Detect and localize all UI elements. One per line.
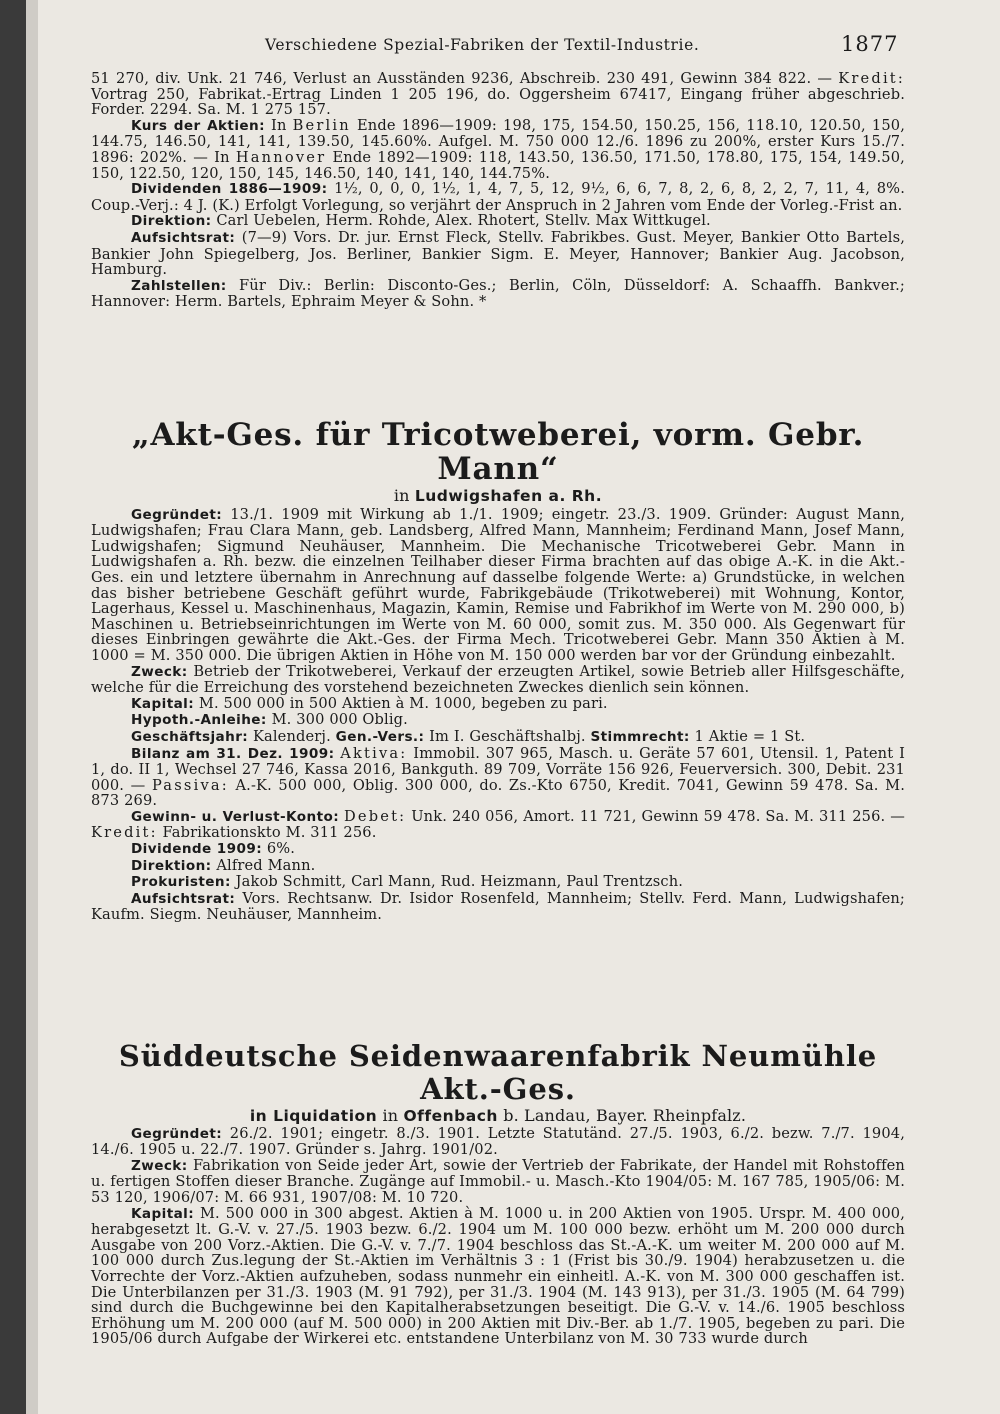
aufsichtsrat-section: Aufsichtsrat: Vors. Rechtsanw. Dr. Isidor Rosenfeld, Mannheim; Stellv. Ferd. Mann, Ludwigshafen; Kaufm. Siegm. Neuhäuser, Mannheim. xyxy=(91,889,905,924)
zweck-section: Zweck: Fabrikation von Seide jeder Art, sowie der Vertrieb der Fabrikate, der Handel mit Rohstoffen u. fertigen Stoffen dieser Branche. Zugänge auf Immobil.- u. Masch.-Kto 1904/05: M. 167 785, 1905/06: M. 53 120, 1906/07: M. 66 931, 1907/08: M. 10 720. xyxy=(91,1156,905,1206)
company-location: in Ludwigshafen a. Rh. xyxy=(393,486,603,505)
aufsichtsrat-section: Aufsichtsrat: (7—9) Vors. Dr. jur. Ernst Fleck, Stellv. Fabrikbes. Gust. Meyer, Bankier Otto Bartels, Bankier John Spiegelberg, Jos. Berliner, Bankier Sigm. E. Meyer, Hannover; Bankier Aug. Jacobson, Hamburg. xyxy=(91,228,906,279)
zweck-section: Zweck: Betrieb der Trikotweberei, Verkauf der erzeugten Artikel, sowie Betrieb aller Hilfsgeschäfte, welche für die Erreichung des vorstehend bezeichneten Zweckes dienlich sein können. xyxy=(91,662,905,697)
company-neumuehle xyxy=(91,1040,905,1347)
continuation-block xyxy=(91,71,905,310)
company-title: „Akt-Ges. für Tricotweberei, vorm. Gebr. Mann“ xyxy=(131,417,865,487)
dividende-section: Dividende 1909: 6%. xyxy=(131,840,296,858)
page-number: 1877 xyxy=(841,32,899,56)
geschaeftsjahr-section: Geschäftsjahr: Kalenderj. Gen.-Vers.: Im I. Geschäftshalbj. Stimmrecht: 1 Aktie = 1 St. xyxy=(131,727,806,745)
gegruendet-section: Gegründet: 26./2. 1901; eingetr. 8./3. 1901. Letzte Statutänd. 27./5. 1903, 6./2. bezw. 7./7. 1904, 14./6. 1905 u. 22./7. 1907. Gründer s. Jahrg. 1901/02. xyxy=(91,1124,905,1159)
kapital-section: Kapital: M. 500 000 in 500 Aktien à M. 1000, begeben zu pari. xyxy=(131,694,608,712)
prokuristen-section: Prokuristen: Jakob Schmitt, Carl Mann, Rud. Heizmann, Paul Trentzsch. xyxy=(131,873,684,891)
bilanz-continuation: 51 270, div. Unk. 21 746, Verlust an Ausständen 9236, Abschreib. 230 491, Gewinn 384 822. — Kredit: Vortrag 250, Fabrikat.-Ertrag Linden 1 205 196, do. Oggersheim 67417, Eingang früher abgeschrieb. Forder. 2294. Sa. M. 1 275 157. xyxy=(91,70,905,119)
gegruendet-section: Gegründet: 13./1. 1909 mit Wirkung ab 1./1. 1909; eingetr. 23./3. 1909. Gründer: August Mann, Ludwigshafen; Frau Clara Mann, geb. Landsberg, Alfred Mann, Mannheim; Ferdinand Mann, Josef Mann, Ludwigshafen; Sigmund Neuhäuser, Mannheim. Die Mechanische Tricotweberei Gebr. Mann in Ludwigshafen a. Rh. bezw. die einzelnen Teilhaber dieser Firma brachten auf das obige A.-K. in die Akt.-Ges. ein und letztere übernahm in Anrechnung auf dasselbe folgende Werte: a) Grundstücke, in welchen das bisher betriebene Geschäft geführt wurde, Fabrikgebäude (Trikotweberei) mit Wohnung, Kontor, Lagerhaus, Kessel u. Maschinenhaus, Magazin, Kamin, Remise und Fabrikhof im Werte von M. 290 000, b) Maschinen u. Betriebseinrichtungen im Werte von M. 60 000, somit zus. M. 350 000. Als Gegenwart für dieses Einbringen gewährte die Akt.-Ges. der Firma Mech. Tricotweberei Gebr. Mann 350 Aktien à M. 1000 = M. 350 000. Die übrigen Aktien in Höhe von M. 150 000 werden bar vor der Gründung einbezahlt. xyxy=(91,505,905,664)
dividenden-section: Dividenden 1886—1909: 1½, 0, 0, 0, 1½, 1, 4, 7, 5, 12, 9½, 6, 6, 7, 8, 2, 6, 8, 2, 2, 7, 11, 4, 8%. Coup.-Verj.: 4 J. (K.) Erfolgt Vorlegung, so verjährt der Anspruch in 2 Jahren vom Ende der Vorleg.-Frist an. xyxy=(91,180,905,214)
company-location: in Liquidation in Offenbach b. Landau, Bayer. Rheinpfalz. xyxy=(249,1106,747,1125)
direktion-section: Direktion: Carl Uebelen, Herm. Rohde, Alex. Rhotert, Stellv. Max Wittkugel. xyxy=(131,212,711,230)
kapital-section: Kapital: M. 500 000 in 300 abgest. Aktien à M. 1000 u. in 200 Aktien von 1905. Urspr. M. 400 000, herabgesetzt lt. G.-V. v. 27./5. 1903 bezw. 6./2. 1904 um M. 100 000 bezw. erhöht um M. 200 000 durch Ausgabe von 200 Vorz.-Aktien. Die G.-V. v. 7./7. 1904 beschloss das St.-A.-K. um weiter M. 200 000 auf M. 100 000 durch Zus.legung der St.-Aktien im Verhältnis 3 : 1 (Frist bis 30./9. 1904) herabzusetzen u. die Vorrechte der Vorz.-Aktien aufzuheben, sodass nunmehr ein einheitl. A.-K. von M. 300 000 geschaffen ist. Die Unterbilanzen per 31./3. 1903 (M. 91 792), per 31./3. 1904 (M. 143 913), per 31./3. 1905 (M. 64 799) sind durch die Buchgewinne bei den Kapitalherabsetzungen beseitigt. Die G.-V. v. 14./6. 1905 beschloss Erhöhung um M. 200 000 (auf M. 500 000) in 200 Aktien mit Div.-Ber. ab 1./7. 1905, begeben zu pari. Die 1905/06 durch Aufgabe der Wirkerei etc. entstandene Unterbilanz von M. 30 733 wurde durch xyxy=(91,1204,905,1348)
hypothek-section: Hypoth.-Anleihe: M. 300 000 Oblig. xyxy=(131,711,408,729)
running-header: Verschiedene Spezial-Fabriken der Textil-Industrie. xyxy=(265,36,700,54)
guv-section: Gewinn- u. Verlust-Konto: Debet: Unk. 240 056, Amort. 11 721, Gewinn 59 478. Sa. M. 311 256. — Kredit: Fabrikationskto M. 311 256. xyxy=(91,807,905,842)
direktion-section: Direktion: Alfred Mann. xyxy=(131,856,316,874)
kurs-section: Kurs der Aktien: In Berlin Ende 1896—1909: 198, 175, 154.50, 150.25, 156, 118.10, 120.50, 150, 144.75, 146.50, 141, 141, 139.50, 145.60%. Aufgel. M. 750 000 12./6. 1896 zu 200%, erster Kurs 15./7. 1896: 202%. — In Hannover Ende 1892—1909: 118, 143.50, 136.50, 171.50, 178.80, 175, 154, 149.50, 150, 122.50, 120, 150, 145, 146.50, 140, 141, 140, 144.75%. xyxy=(91,116,906,182)
company-title: Süddeutsche Seidenwaarenfabrik Neumühle Akt.-Ges. xyxy=(118,1039,878,1106)
bilanz-section: Bilanz am 31. Dez. 1909: Aktiva: Immobil. 307 965, Masch. u. Geräte 57 601, Utensil. 1, Patent I 1, do. II 1, Wechsel 27 746, Kassa 2016, Bankguth. 89 709, Vorräte 156 926, Feuerversich. 300, Debit. 231 000. — Passiva: A.-K. 500 000, Oblig. 300 000, do. Zs.-Kto 6750, Kredit. 7041, Gewinn 59 478. Sa. M. 873 269. xyxy=(91,744,905,810)
book-gutter xyxy=(26,0,38,1414)
zahlstellen-section: Zahlstellen: Für Div.: Berlin: Disconto-Ges.; Berlin, Cöln, Düsseldorf: A. Schaaffh. Bankver.; Hannover: Herm. Bartels, Ephraim Meyer & Sohn. * xyxy=(91,276,905,311)
company-mann xyxy=(91,418,905,923)
book-spine-shadow xyxy=(0,0,26,1414)
